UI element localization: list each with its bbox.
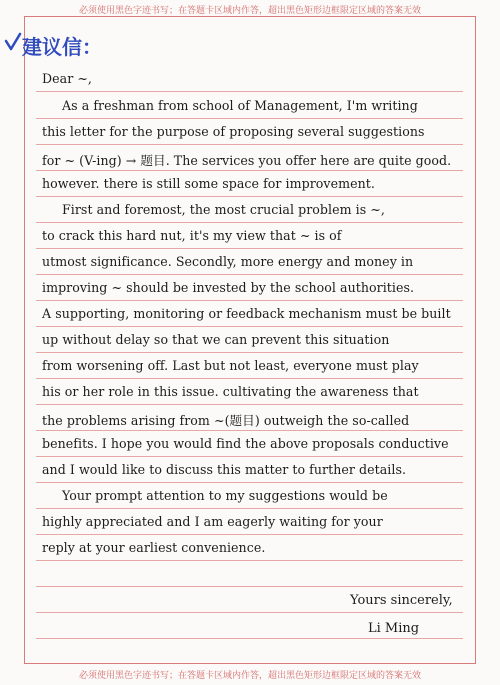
ruled-line: [36, 300, 463, 301]
ruled-line: [36, 118, 463, 119]
ruled-line: [36, 638, 463, 639]
ruled-line: [36, 326, 463, 327]
letter-line: improving ~ should be invested by the school authorities.: [42, 280, 415, 295]
ruled-line: [36, 612, 463, 613]
letter-line: this letter for the purpose of proposing several suggestions: [42, 124, 425, 139]
letter-line: from worsening off. Last but not least, everyone must play: [42, 358, 419, 373]
ruled-line: [36, 560, 463, 561]
salutation-line: Dear ~,: [42, 71, 92, 86]
letter-line: however. there is still some space for improvement.: [42, 176, 375, 191]
letter-line: A supporting, monitoring or feedback mechanism must be built: [42, 306, 451, 321]
ruled-line: [36, 196, 463, 197]
bottom-instruction: 必须使用黑色字迹书写；在答题卡区域内作答，超出黑色矩形边框限定区域的答案无效: [78, 671, 421, 681]
letter-line: to crack this hard nut, it's my view that ~ is of: [42, 228, 342, 243]
ruled-line: [36, 508, 463, 509]
letter-heading: 建议信：: [22, 35, 102, 59]
letter-line: his or her role in this issue. cultivating the awareness that: [42, 384, 419, 399]
ruled-line: [36, 144, 463, 145]
letter-line: As a freshman from school of Management, I'm writing: [62, 98, 418, 113]
top-instruction: 必须使用黑色字迹书写；在答题卡区域内作答，超出黑色矩形边框限定区域的答案无效: [78, 6, 421, 16]
check-mark-icon: [4, 32, 22, 52]
letter-line: reply at your earliest convenience.: [42, 540, 266, 555]
ruled-line: [36, 456, 463, 457]
letter-line: for ~ (V-ing) → 题目. The services you offer here are quite good.: [42, 153, 452, 168]
letter-line: benefits. I hope you would find the above proposals conductive: [42, 436, 449, 451]
letter-line: and I would like to discuss this matter to further details.: [42, 462, 407, 477]
letter-line: the problems arising from ~(题目) outweigh the so-called: [42, 413, 410, 428]
ruled-line: [36, 430, 463, 431]
letter-line: utmost significance. Secondly, more energy and money in: [42, 254, 414, 269]
ruled-line: [36, 482, 463, 483]
closing-phrase: Yours sincerely,: [350, 593, 453, 608]
ruled-line: [36, 91, 463, 92]
ruled-line: [36, 248, 463, 249]
ruled-line: [36, 586, 463, 587]
ruled-line: [36, 404, 463, 405]
ruled-line: [36, 378, 463, 379]
letter-line: highly appreciated and I am eagerly waiting for your: [42, 514, 383, 529]
letter-line: Your prompt attention to my suggestions would be: [62, 488, 388, 503]
letter-line: First and foremost, the most crucial problem is ~,: [62, 202, 385, 217]
signature: Li Ming: [368, 621, 420, 636]
ruled-line: [36, 274, 463, 275]
ruled-line: [36, 352, 463, 353]
letter-line: up without delay so that we can prevent this situation: [42, 332, 390, 347]
ruled-line: [36, 534, 463, 535]
ruled-line: [36, 170, 463, 171]
ruled-line: [36, 222, 463, 223]
